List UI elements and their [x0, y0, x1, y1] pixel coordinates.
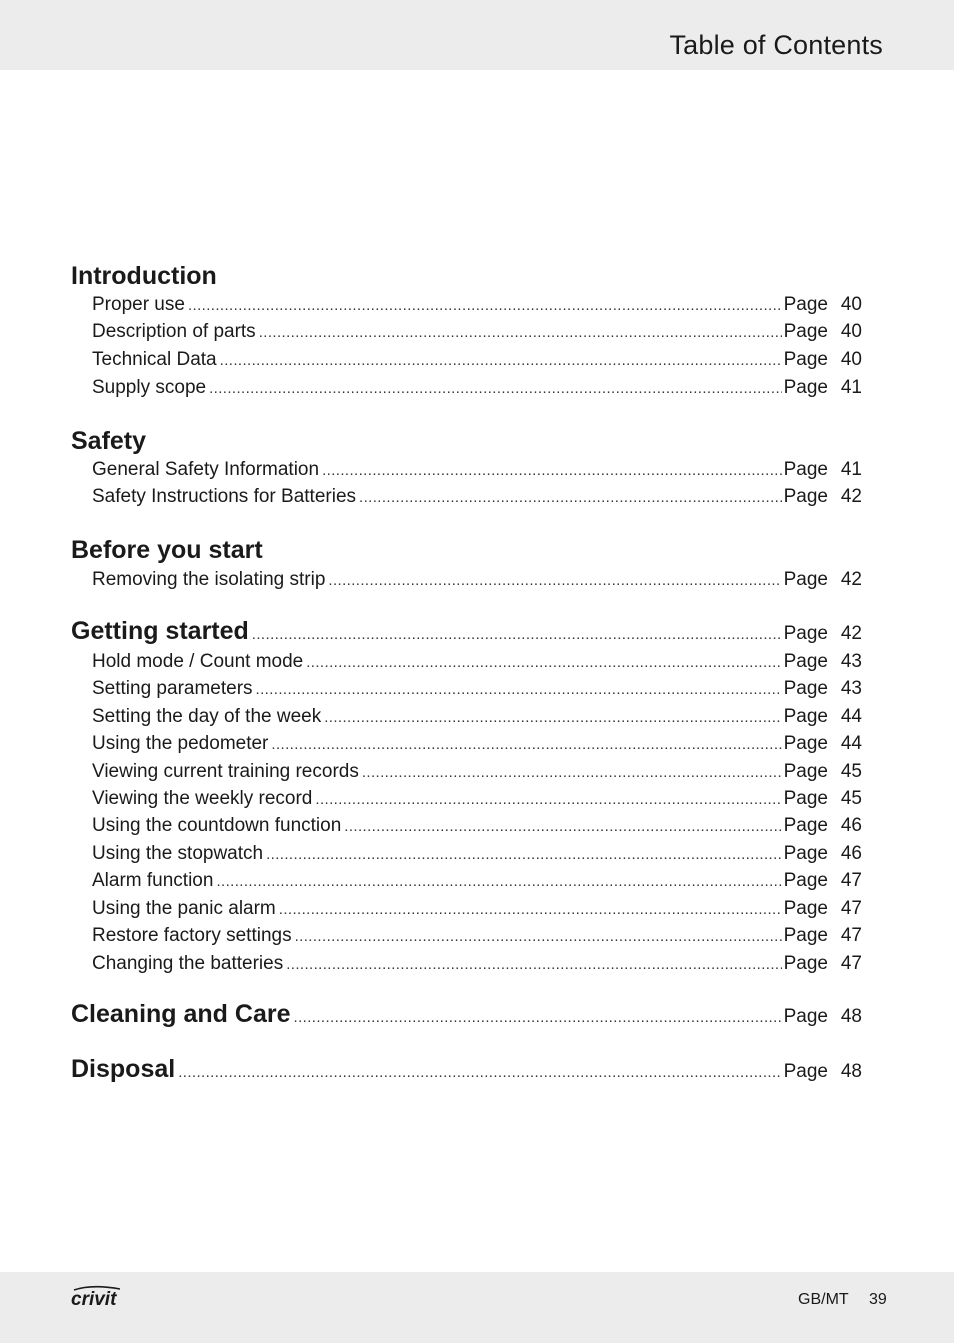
toc-entry[interactable] — [92, 871, 862, 890]
toc-entry[interactable] — [92, 652, 862, 671]
toc-entry[interactable] — [92, 926, 862, 945]
toc-entry-label: Using the pedometer — [92, 733, 269, 754]
toc-entry[interactable] — [92, 816, 862, 835]
dot-leader — [271, 737, 781, 752]
toc-entry[interactable] — [92, 378, 862, 397]
page-number: 40 — [840, 321, 862, 342]
toc-entry-label: Proper use — [92, 294, 185, 315]
dot-leader — [294, 1010, 782, 1025]
dot-leader — [188, 298, 782, 313]
toc-entry[interactable] — [92, 295, 862, 314]
page-number: 40 — [840, 294, 862, 315]
page-word: Page — [783, 706, 828, 727]
page-word: Page — [783, 569, 828, 590]
dot-leader — [252, 627, 782, 642]
page-number: 48 — [840, 1061, 862, 1082]
page-number: 41 — [840, 377, 862, 398]
dot-leader — [266, 847, 782, 862]
section-heading-before-you-start: Before you start — [71, 536, 263, 564]
dot-leader — [256, 682, 782, 697]
page-word: Page — [783, 953, 828, 974]
toc-entry-label: Supply scope — [92, 377, 207, 398]
page-word: Page — [783, 925, 828, 946]
page-word: Page — [783, 788, 828, 809]
toc-entry[interactable] — [92, 487, 862, 506]
toc-entry[interactable] — [92, 844, 862, 863]
dot-leader — [328, 573, 781, 588]
page-number: 42 — [840, 486, 862, 507]
toc-entry-label: Setting parameters — [92, 678, 253, 699]
dot-leader — [259, 325, 782, 340]
toc-entry-label: Description of parts — [92, 321, 256, 342]
section-heading-getting-started: Getting started — [71, 617, 249, 645]
page-word: Page — [783, 815, 828, 836]
page-word: Page — [783, 623, 828, 644]
page-word: Page — [783, 651, 828, 672]
toc-entry[interactable] — [92, 707, 862, 726]
page-word: Page — [783, 321, 828, 342]
page-number: 43 — [840, 678, 862, 699]
footer-region-code: GB/MT — [798, 1291, 849, 1308]
dot-leader — [279, 902, 782, 917]
page-number: 45 — [840, 788, 862, 809]
toc-entry[interactable] — [92, 734, 862, 753]
page-number: 41 — [840, 459, 862, 480]
page-word: Page — [783, 1061, 828, 1082]
toc-entry-label: Viewing current training records — [92, 761, 359, 782]
page-word: Page — [783, 1006, 828, 1027]
page-word: Page — [783, 898, 828, 919]
crivit-logo-wordmark: crivit — [71, 1289, 117, 1310]
toc-entry-label: Using the panic alarm — [92, 898, 276, 919]
toc-entry[interactable] — [92, 460, 862, 479]
toc-entry-label: Setting the day of the week — [92, 706, 322, 727]
dot-leader — [220, 353, 782, 368]
page-word: Page — [783, 349, 828, 370]
toc-section-getting-started[interactable] — [71, 619, 862, 644]
section-heading-disposal: Disposal — [71, 1055, 176, 1083]
toc-entry-label: Alarm function — [92, 870, 214, 891]
toc-entry[interactable] — [92, 762, 862, 781]
page-number: 42 — [840, 569, 862, 590]
page-number: 47 — [840, 925, 862, 946]
page-number: 48 — [840, 1006, 862, 1027]
page-number: 45 — [840, 761, 862, 782]
dot-leader — [324, 710, 781, 725]
toc-entry-label: Viewing the weekly record — [92, 788, 313, 809]
page-number: 44 — [840, 706, 862, 727]
page-word: Page — [783, 294, 828, 315]
toc-entry-label: Using the stopwatch — [92, 843, 264, 864]
dot-leader — [216, 874, 781, 889]
page-word: Page — [783, 486, 828, 507]
toc-entry[interactable] — [92, 322, 862, 341]
toc-entry-label: Hold mode / Count mode — [92, 651, 304, 672]
dot-leader — [295, 929, 782, 944]
dot-leader — [362, 765, 782, 780]
toc-entry[interactable] — [92, 679, 862, 698]
toc-entry-label: Safety Instructions for Batteries — [92, 486, 357, 507]
page-number: 40 — [840, 349, 862, 370]
page-word: Page — [783, 843, 828, 864]
page-word: Page — [783, 870, 828, 891]
crivit-logo — [70, 1285, 128, 1311]
toc-entry[interactable] — [92, 789, 862, 808]
page-word: Page — [783, 678, 828, 699]
dot-leader — [286, 957, 781, 972]
toc-entry-label: Using the countdown function — [92, 815, 342, 836]
page-word: Page — [783, 761, 828, 782]
page-number: 46 — [840, 843, 862, 864]
toc-entry-label: General Safety Information — [92, 459, 320, 480]
dot-leader — [178, 1065, 781, 1080]
page-number: 47 — [840, 870, 862, 891]
page-number: 42 — [840, 623, 862, 644]
toc-entry-label: Changing the batteries — [92, 953, 284, 974]
section-heading-introduction: Introduction — [71, 262, 217, 290]
page-word: Page — [783, 459, 828, 480]
page-number: 47 — [840, 953, 862, 974]
section-heading-safety: Safety — [71, 427, 147, 455]
page-title: Table of Contents — [669, 30, 883, 60]
page-number: 46 — [840, 815, 862, 836]
toc-section-disposal[interactable] — [71, 1057, 862, 1082]
toc-entry-label: Removing the isolating strip — [92, 569, 326, 590]
page-number: 44 — [840, 733, 862, 754]
toc-entry[interactable] — [92, 899, 862, 918]
page-number: 47 — [840, 898, 862, 919]
page-number: 43 — [840, 651, 862, 672]
dot-leader — [209, 381, 782, 396]
footer-page-number: 39 — [869, 1291, 887, 1308]
dot-leader — [315, 792, 781, 807]
dot-leader — [306, 655, 781, 670]
toc-section-cleaning-and-care[interactable] — [71, 1002, 862, 1027]
page-word: Page — [783, 733, 828, 754]
section-heading-cleaning-and-care: Cleaning and Care — [71, 1000, 291, 1028]
page-word: Page — [783, 377, 828, 398]
toc-entry-label: Restore factory settings — [92, 925, 292, 946]
toc-entry[interactable] — [92, 570, 862, 589]
toc-entry[interactable] — [92, 954, 862, 973]
dot-leader — [344, 819, 781, 834]
dot-leader — [359, 490, 782, 505]
toc-entry[interactable] — [92, 350, 862, 369]
toc-entry-label: Technical Data — [92, 349, 217, 370]
dot-leader — [322, 463, 782, 478]
